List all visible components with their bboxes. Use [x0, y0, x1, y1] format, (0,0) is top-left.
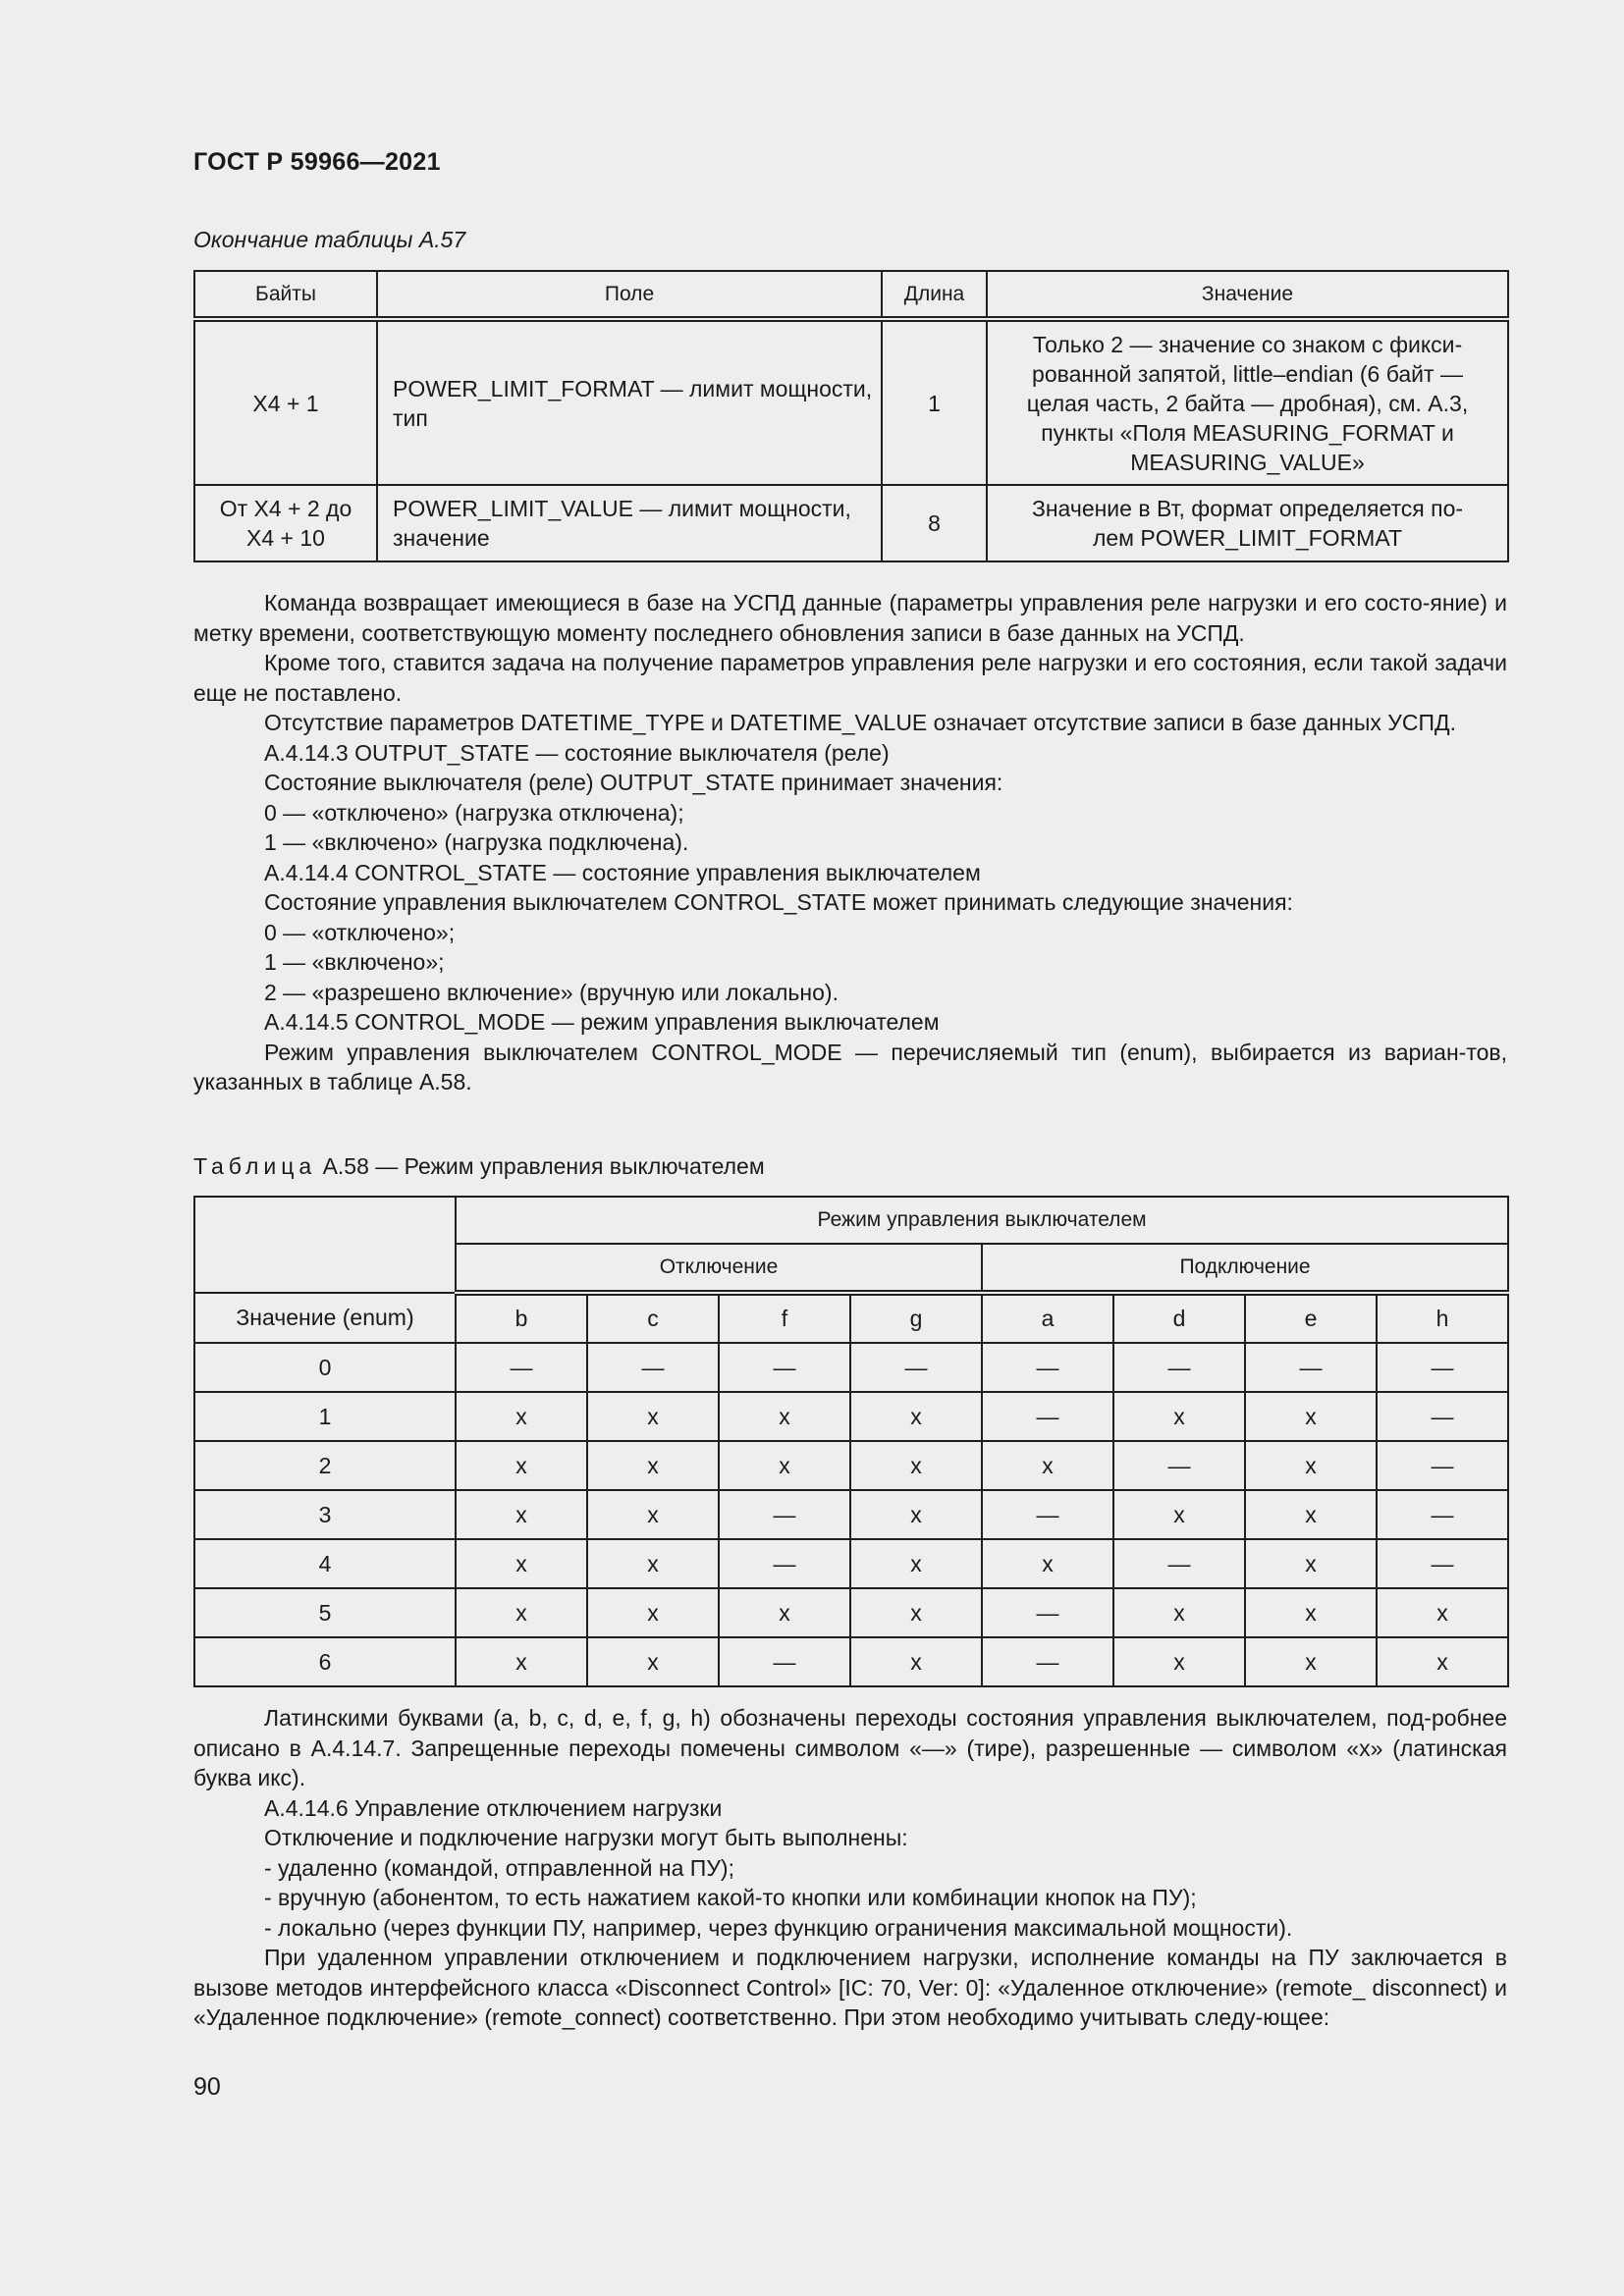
table58-cell-e: x — [1245, 1490, 1377, 1539]
table58-cell-f: — — [719, 1343, 850, 1392]
table58-cell-b: — — [456, 1343, 587, 1392]
paragraph: Кроме того, ставится задача на получение параметров управления реле нагрузки и его состояния, если такой задачи еще не поставлено. — [193, 650, 1507, 706]
table58-cell-g: — — [850, 1343, 982, 1392]
table58-cell-c: x — [587, 1588, 719, 1637]
table57-cell-field: POWER_LIMIT_VALUE — лимит мощности, значение — [377, 485, 882, 561]
value-line: лем POWER_LIMIT_FORMAT — [1092, 525, 1403, 551]
table58-header-row-3 — [194, 1293, 1508, 1343]
list-item: - вручную (абонентом, то есть нажатием какой-то кнопки или комбинации кнопок на ПУ); — [264, 1885, 1197, 1910]
table58-subheader-off: Отключение — [456, 1244, 982, 1293]
table57-cell-bytes — [194, 485, 377, 561]
table58-cell-b: x — [456, 1392, 587, 1441]
table58-cell-c: x — [587, 1637, 719, 1686]
table58-cell-a: — — [982, 1588, 1113, 1637]
value-line: пункты «Поля MEASURING_FORMAT и — [1041, 419, 1454, 446]
table58-cell-e: x — [1245, 1588, 1377, 1637]
table58-col-e: e — [1245, 1293, 1377, 1343]
table-row — [194, 1539, 1508, 1588]
table58-cell-d: x — [1113, 1637, 1245, 1686]
table-row — [194, 1588, 1508, 1637]
list-item: 0 — «отключено»; — [264, 919, 456, 945]
table58-enum-cell: 3 — [194, 1490, 456, 1539]
table57-cell-length: 1 — [882, 319, 987, 485]
table58-cell-h: — — [1377, 1392, 1508, 1441]
table57-header-row — [194, 271, 1508, 319]
table58-cell-g: x — [850, 1539, 982, 1588]
body-text-1 — [193, 588, 1507, 1097]
table57-caption: Окончание таблицы А.57 — [193, 227, 466, 252]
table58-cell-f: — — [719, 1490, 850, 1539]
paragraph: Режим управления выключателем CONTROL_MODE — перечисляемый тип (enum), выбирается из вариан-тов, указанных в таблице А.58. — [193, 1039, 1507, 1095]
table58-col-d: d — [1113, 1293, 1245, 1343]
table-row — [194, 1441, 1508, 1490]
table58-subheader-on: Подключение — [982, 1244, 1508, 1293]
page-number: 90 — [193, 2073, 221, 2101]
section-heading: А.4.14.5 CONTROL_MODE — режим управления выключателем — [264, 1009, 940, 1035]
section-heading: А.4.14.6 Управление отключением нагрузки — [264, 1794, 723, 1821]
bytes-line: X4 + 10 — [246, 525, 325, 551]
table-row — [194, 485, 1508, 561]
table58-cell-a: — — [982, 1343, 1113, 1392]
list-item: - удаленно (командой, отправленной на ПУ); — [264, 1854, 734, 1881]
table58-cell-c: x — [587, 1441, 719, 1490]
table58-enum-cell: 0 — [194, 1343, 456, 1392]
list-item: 0 — «отключено» (нагрузка отключена); — [264, 799, 684, 826]
table58-cell-d: x — [1113, 1588, 1245, 1637]
list-item: - локально (через функции ПУ, например, через функцию ограничения максимальной мощности). — [264, 1914, 1293, 1941]
table58-caption — [193, 1153, 765, 1180]
table58-cell-b: x — [456, 1637, 587, 1686]
table58-cell-c: x — [587, 1490, 719, 1539]
table57-cell-value — [987, 485, 1508, 561]
table-a57 — [193, 270, 1509, 562]
table57-cell-value — [987, 319, 1508, 485]
list-item: 2 — «разрешено включение» (вручную или локально). — [264, 979, 839, 1005]
value-line: рованной запятой, little–endian (6 байт — — [1032, 360, 1463, 387]
table57-col-field: Поле — [377, 271, 882, 319]
table57-col-value: Значение — [987, 271, 1508, 319]
table58-cell-a: — — [982, 1392, 1113, 1441]
table58-cell-h: — — [1377, 1490, 1508, 1539]
table58-cell-c: x — [587, 1539, 719, 1588]
table-row — [194, 1490, 1508, 1539]
table58-corner-cell — [194, 1197, 456, 1293]
value-line: Значение в Вт, формат определяется по- — [1031, 496, 1464, 521]
table58-cell-b: x — [456, 1588, 587, 1637]
table58-cell-a: — — [982, 1637, 1113, 1686]
table58-col-f: f — [719, 1293, 850, 1343]
paragraph: Команда возвращает имеющиеся в базе на УСПД данные (параметры управления реле нагрузки и его состо-яние) и метку времени, соответствующую моменту последнего обновления записи в базе данных на УСПД. — [193, 590, 1507, 646]
table58-cell-e: — — [1245, 1343, 1377, 1392]
table58-cell-d: — — [1113, 1539, 1245, 1588]
table58-cell-f: x — [719, 1441, 850, 1490]
table58-cell-d: x — [1113, 1490, 1245, 1539]
table58-enum-cell: 5 — [194, 1588, 456, 1637]
table58-cell-e: x — [1245, 1539, 1377, 1588]
table58-cell-f: — — [719, 1637, 850, 1686]
table58-cell-e: x — [1245, 1392, 1377, 1441]
table-row — [194, 1637, 1508, 1686]
table-a58 — [193, 1196, 1509, 1687]
section-heading: А.4.14.3 OUTPUT_STATE — состояние выключателя (реле) — [264, 739, 890, 766]
paragraph: Состояние управления выключателем CONTROL_STATE может принимать следующие значения: — [264, 889, 1293, 915]
table58-cell-g: x — [850, 1637, 982, 1686]
table58-cell-e: x — [1245, 1637, 1377, 1686]
table58-cell-h: — — [1377, 1539, 1508, 1588]
table58-col-c: c — [587, 1293, 719, 1343]
table58-cell-g: x — [850, 1441, 982, 1490]
table58-cell-h: x — [1377, 1637, 1508, 1686]
table57-col-length: Длина — [882, 271, 987, 319]
list-item: 1 — «включено»; — [264, 949, 445, 975]
table58-cell-f: x — [719, 1392, 850, 1441]
body-text-2 — [193, 1703, 1507, 2033]
table58-enum-cell: 4 — [194, 1539, 456, 1588]
table58-cell-h: — — [1377, 1441, 1508, 1490]
table58-cell-a: x — [982, 1441, 1113, 1490]
table58-cell-f: — — [719, 1539, 850, 1588]
table58-cell-e: x — [1245, 1441, 1377, 1490]
table58-col-g: g — [850, 1293, 982, 1343]
bytes-line: От X4 + 2 до — [219, 496, 352, 521]
table57-col-bytes: Байты — [194, 271, 377, 319]
table58-cell-a: x — [982, 1539, 1113, 1588]
table58-cell-b: x — [456, 1490, 587, 1539]
value-line: целая часть, 2 байта — дробная), см. А.3, — [1026, 390, 1469, 416]
paragraph: Отсутствие параметров DATETIME_TYPE и DATETIME_VALUE означает отсутствие записи в базе данных УСПД. — [264, 710, 1456, 735]
table58-group-header: Режим управления выключателем — [456, 1197, 1508, 1244]
table58-cell-g: x — [850, 1588, 982, 1637]
table58-col-b: b — [456, 1293, 587, 1343]
table58-cell-a: — — [982, 1490, 1113, 1539]
table58-cell-d: x — [1113, 1392, 1245, 1441]
table58-cell-d: — — [1113, 1343, 1245, 1392]
table58-enum-cell: 1 — [194, 1392, 456, 1441]
table58-cell-h: — — [1377, 1343, 1508, 1392]
value-line: Только 2 — значение со знаком с фикси- — [1032, 331, 1463, 357]
paragraph: Латинскими буквами (a, b, c, d, e, f, g, h) обозначены переходы состояния управления выключателем, под-робнее описано в А.4.14.7. Запрещенные переходы помечены символом «—» (тире), разрешенные — символом «x» (латинская буква икс). — [193, 1705, 1507, 1790]
section-heading: А.4.14.4 CONTROL_STATE — состояние управления выключателем — [264, 859, 981, 885]
table58-cell-b: x — [456, 1441, 587, 1490]
table-row — [194, 319, 1508, 485]
table58-cell-d: — — [1113, 1441, 1245, 1490]
table-row — [194, 1392, 1508, 1441]
table58-enum-cell: 6 — [194, 1637, 456, 1686]
table58-caption-title: А.58 — Режим управления выключателем — [316, 1153, 765, 1179]
table58-caption-prefix: Таблица — [193, 1153, 317, 1179]
table58-body — [194, 1343, 1508, 1686]
table58-cell-f: x — [719, 1588, 850, 1637]
table57-cell-field: POWER_LIMIT_FORMAT — лимит мощности, тип — [377, 319, 882, 485]
value-line: MEASURING_VALUE» — [1130, 449, 1365, 475]
table58-col-a: a — [982, 1293, 1113, 1343]
table57-cell-bytes: X4 + 1 — [194, 319, 377, 485]
table58-enum-cell: 2 — [194, 1441, 456, 1490]
table58-cell-g: x — [850, 1392, 982, 1441]
table58-cell-c: — — [587, 1343, 719, 1392]
paragraph: При удаленном управлении отключением и подключением нагрузки, исполнение команды на ПУ заключается в вызове методов интерфейсного класса «Disconnect Control» [IC: 70, Ver: 0]: «Удаленное отключение» (remote_ disconnect) и «Удаленное подключение» (remote_connect) соответственно. При этом необходимо учитывать следу-ющее: — [193, 1945, 1507, 2030]
paragraph: Отключение и подключение нагрузки могут быть выполнены: — [264, 1825, 908, 1850]
table-row — [194, 1343, 1508, 1392]
table57-cell-length: 8 — [882, 485, 987, 561]
list-item: 1 — «включено» (нагрузка подключена). — [264, 829, 689, 855]
table58-cell-h: x — [1377, 1588, 1508, 1637]
table58-header-row-1 — [194, 1197, 1508, 1244]
standard-header: ГОСТ Р 59966—2021 — [193, 148, 441, 176]
table58-cell-b: x — [456, 1539, 587, 1588]
table58-cell-c: x — [587, 1392, 719, 1441]
table58-col-enum: Значение (enum) — [194, 1293, 456, 1343]
table58-cell-g: x — [850, 1490, 982, 1539]
table58-col-h: h — [1377, 1293, 1508, 1343]
paragraph: Состояние выключателя (реле) OUTPUT_STATE принимает значения: — [264, 770, 1003, 795]
